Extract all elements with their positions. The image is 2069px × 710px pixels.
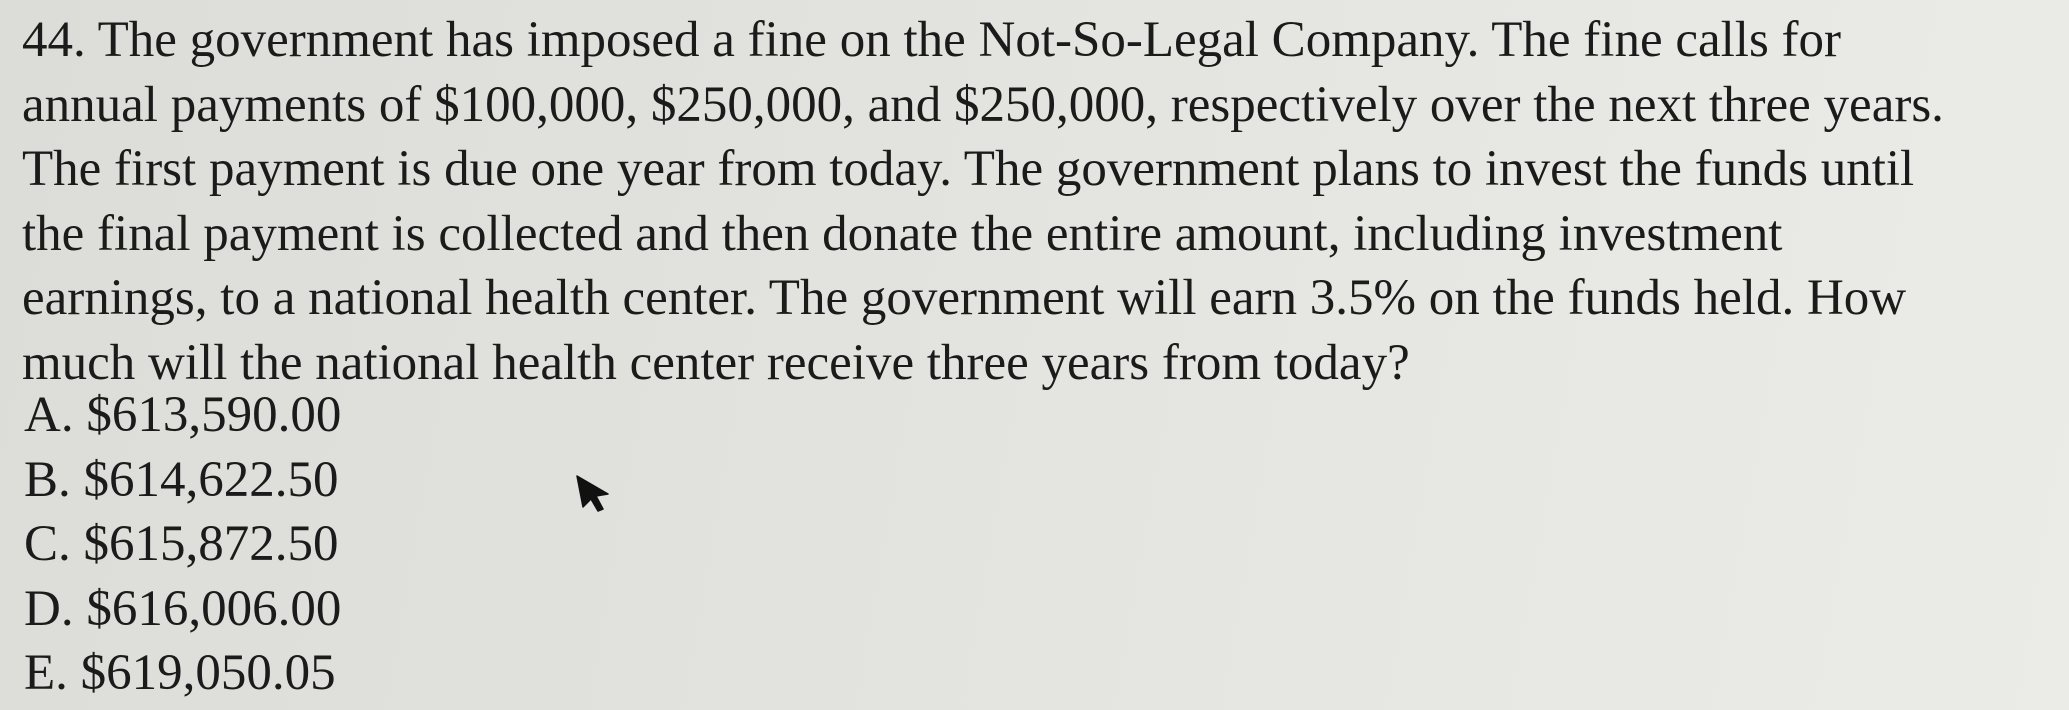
choice-d[interactable]: D. $616,006.00 xyxy=(24,580,342,637)
question-line: much will the national health center receive three years from today? xyxy=(22,334,1410,391)
mouse-pointer-icon xyxy=(574,474,612,514)
choice-b[interactable]: B. $614,622.50 xyxy=(24,451,339,508)
answer-choices xyxy=(24,383,341,706)
question-line: the final payment is collected and then donate the entire amount, including investment xyxy=(22,205,1783,262)
question-line: The first payment is due one year from today. The government plans to invest the funds until xyxy=(22,141,1915,197)
choice-c[interactable]: C. $615,872.50 xyxy=(24,516,339,572)
question-line: earnings, to a national health center. The government will earn 3.5% on the funds held. How xyxy=(22,270,1907,326)
question-text xyxy=(22,8,2062,395)
choice-a[interactable]: A. $613,590.00 xyxy=(24,387,342,443)
question-line: annual payments of $100,000, $250,000, and $250,000, respectively over the next three years. xyxy=(22,76,1944,133)
choice-e[interactable]: E. $619,050.05 xyxy=(24,645,336,701)
question-line: 44. The government has imposed a fine on the Not-So-Legal Company. The fine calls for xyxy=(22,12,1842,68)
